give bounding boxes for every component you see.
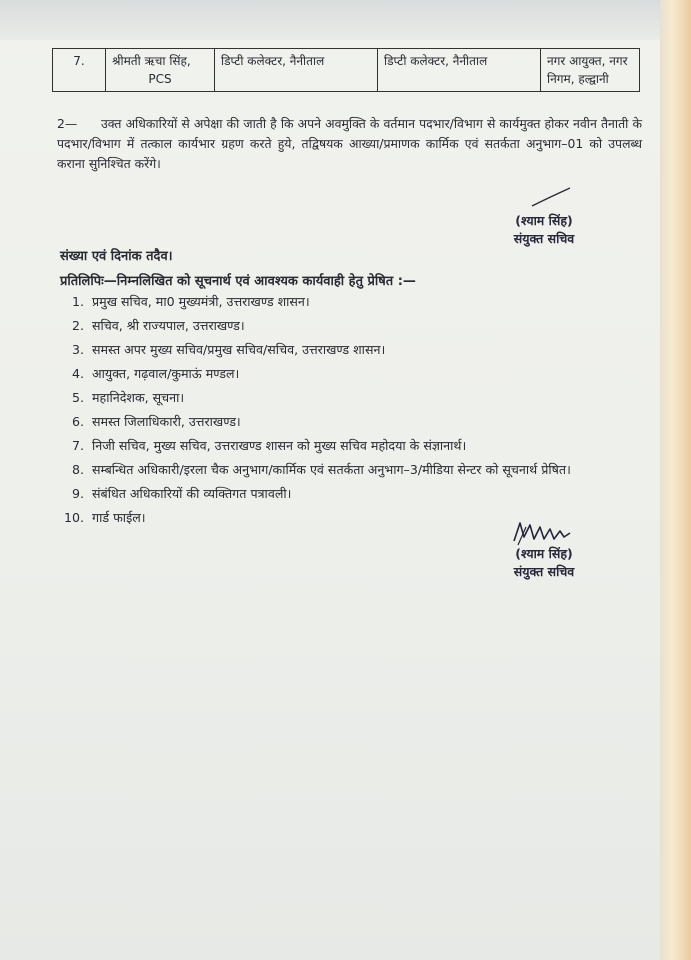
list-item: 4. आयुक्त, गढ़वाल/कुमाऊं मण्डल। bbox=[71, 366, 240, 381]
transfer-table bbox=[52, 48, 640, 92]
list-item: 8. सम्बन्धित अधिकारी/इरला चैक अनुभाग/कार्मिक एवं सतर्कता अनुभाग–3/मीडिया सेन्टर को सूचनार्थ प्रेषित। bbox=[71, 462, 571, 477]
signature-block-final bbox=[494, 545, 594, 581]
paragraph-number: 2— bbox=[57, 116, 78, 131]
copy-to-list bbox=[60, 293, 640, 533]
copy-to-heading: प्रतिलिपिः—निम्नलिखित को सूचनार्थ एवं आवश्यक कार्यवाही हेतु प्रेषित :— bbox=[60, 274, 416, 289]
new-post-cell: नगर आयुक्त, नगर निगम, हल्द्वानी bbox=[541, 49, 640, 92]
paragraph-text: उक्त अधिकारियों से अपेक्षा की जाती है कि अपने अवमुक्ति के वर्तमान पदभार/विभाग से कार्यमुक्त होकर नवीन तैनाती के पदभार/विभाग में तत्काल कार्यभार ग्रहण करते हुये, तद्विषयक आख्या/प्रमाणक कार्मिक एवं सतर्कता अनुभाग–01 को उपलब्ध कराना सुनिश्चित करेंगे। bbox=[57, 116, 642, 171]
handwritten-signature-icon bbox=[508, 515, 578, 547]
background-surface bbox=[660, 0, 691, 960]
table-row bbox=[53, 49, 640, 92]
signatory-name: (श्याम सिंह) bbox=[515, 213, 573, 228]
list-item: 1. प्रमुख सचिव, मा0 मुख्यमंत्री, उत्तराखण्ड शासन। bbox=[71, 294, 310, 309]
signatory-designation: संयुक्त सचिव bbox=[513, 564, 575, 579]
current-post-cell: डिप्टी कलेक्टर, नैनीताल bbox=[215, 49, 378, 92]
officer-service: PCS bbox=[148, 72, 172, 86]
list-item: 6. समस्त जिलाधिकारी, उत्तराखण्ड। bbox=[71, 414, 241, 429]
list-item: 7. निजी सचिव, मुख्य सचिव, उत्तराखण्ड शासन को मुख्य सचिव महोदया के संज्ञानार्थ। bbox=[71, 438, 467, 453]
list-item: 10. गार्ड फाईल। bbox=[63, 510, 146, 525]
list-item: 3. समस्त अपर मुख्य सचिव/प्रमुख सचिव/सचिव, उत्तराखण्ड शासन। bbox=[71, 342, 386, 357]
list-item: 5. महानिदेशक, सूचना। bbox=[71, 390, 185, 405]
page-top-shadow bbox=[0, 0, 660, 40]
from-post-cell: डिप्टी कलेक्टर, नैनीताल bbox=[378, 49, 541, 92]
signatory-designation: संयुक्त सचिव bbox=[513, 231, 575, 246]
list-item: 9. संबंधित अधिकारियों की व्यक्तिगत पत्रावली। bbox=[71, 486, 292, 501]
serial-cell: 7. bbox=[53, 49, 106, 92]
instruction-paragraph bbox=[57, 114, 642, 174]
list-item: 2. सचिव, श्री राज्यपाल, उत्तराखण्ड। bbox=[71, 318, 245, 333]
signature-block bbox=[494, 212, 594, 248]
signature-stroke-icon bbox=[528, 184, 574, 210]
signatory-name: (श्याम सिंह) bbox=[515, 546, 573, 561]
officer-name-cell bbox=[106, 49, 215, 92]
officer-name: श्रीमती ऋचा सिंह, bbox=[112, 54, 191, 68]
reference-date-line: संख्या एवं दिनांक तदैव। bbox=[60, 249, 173, 264]
